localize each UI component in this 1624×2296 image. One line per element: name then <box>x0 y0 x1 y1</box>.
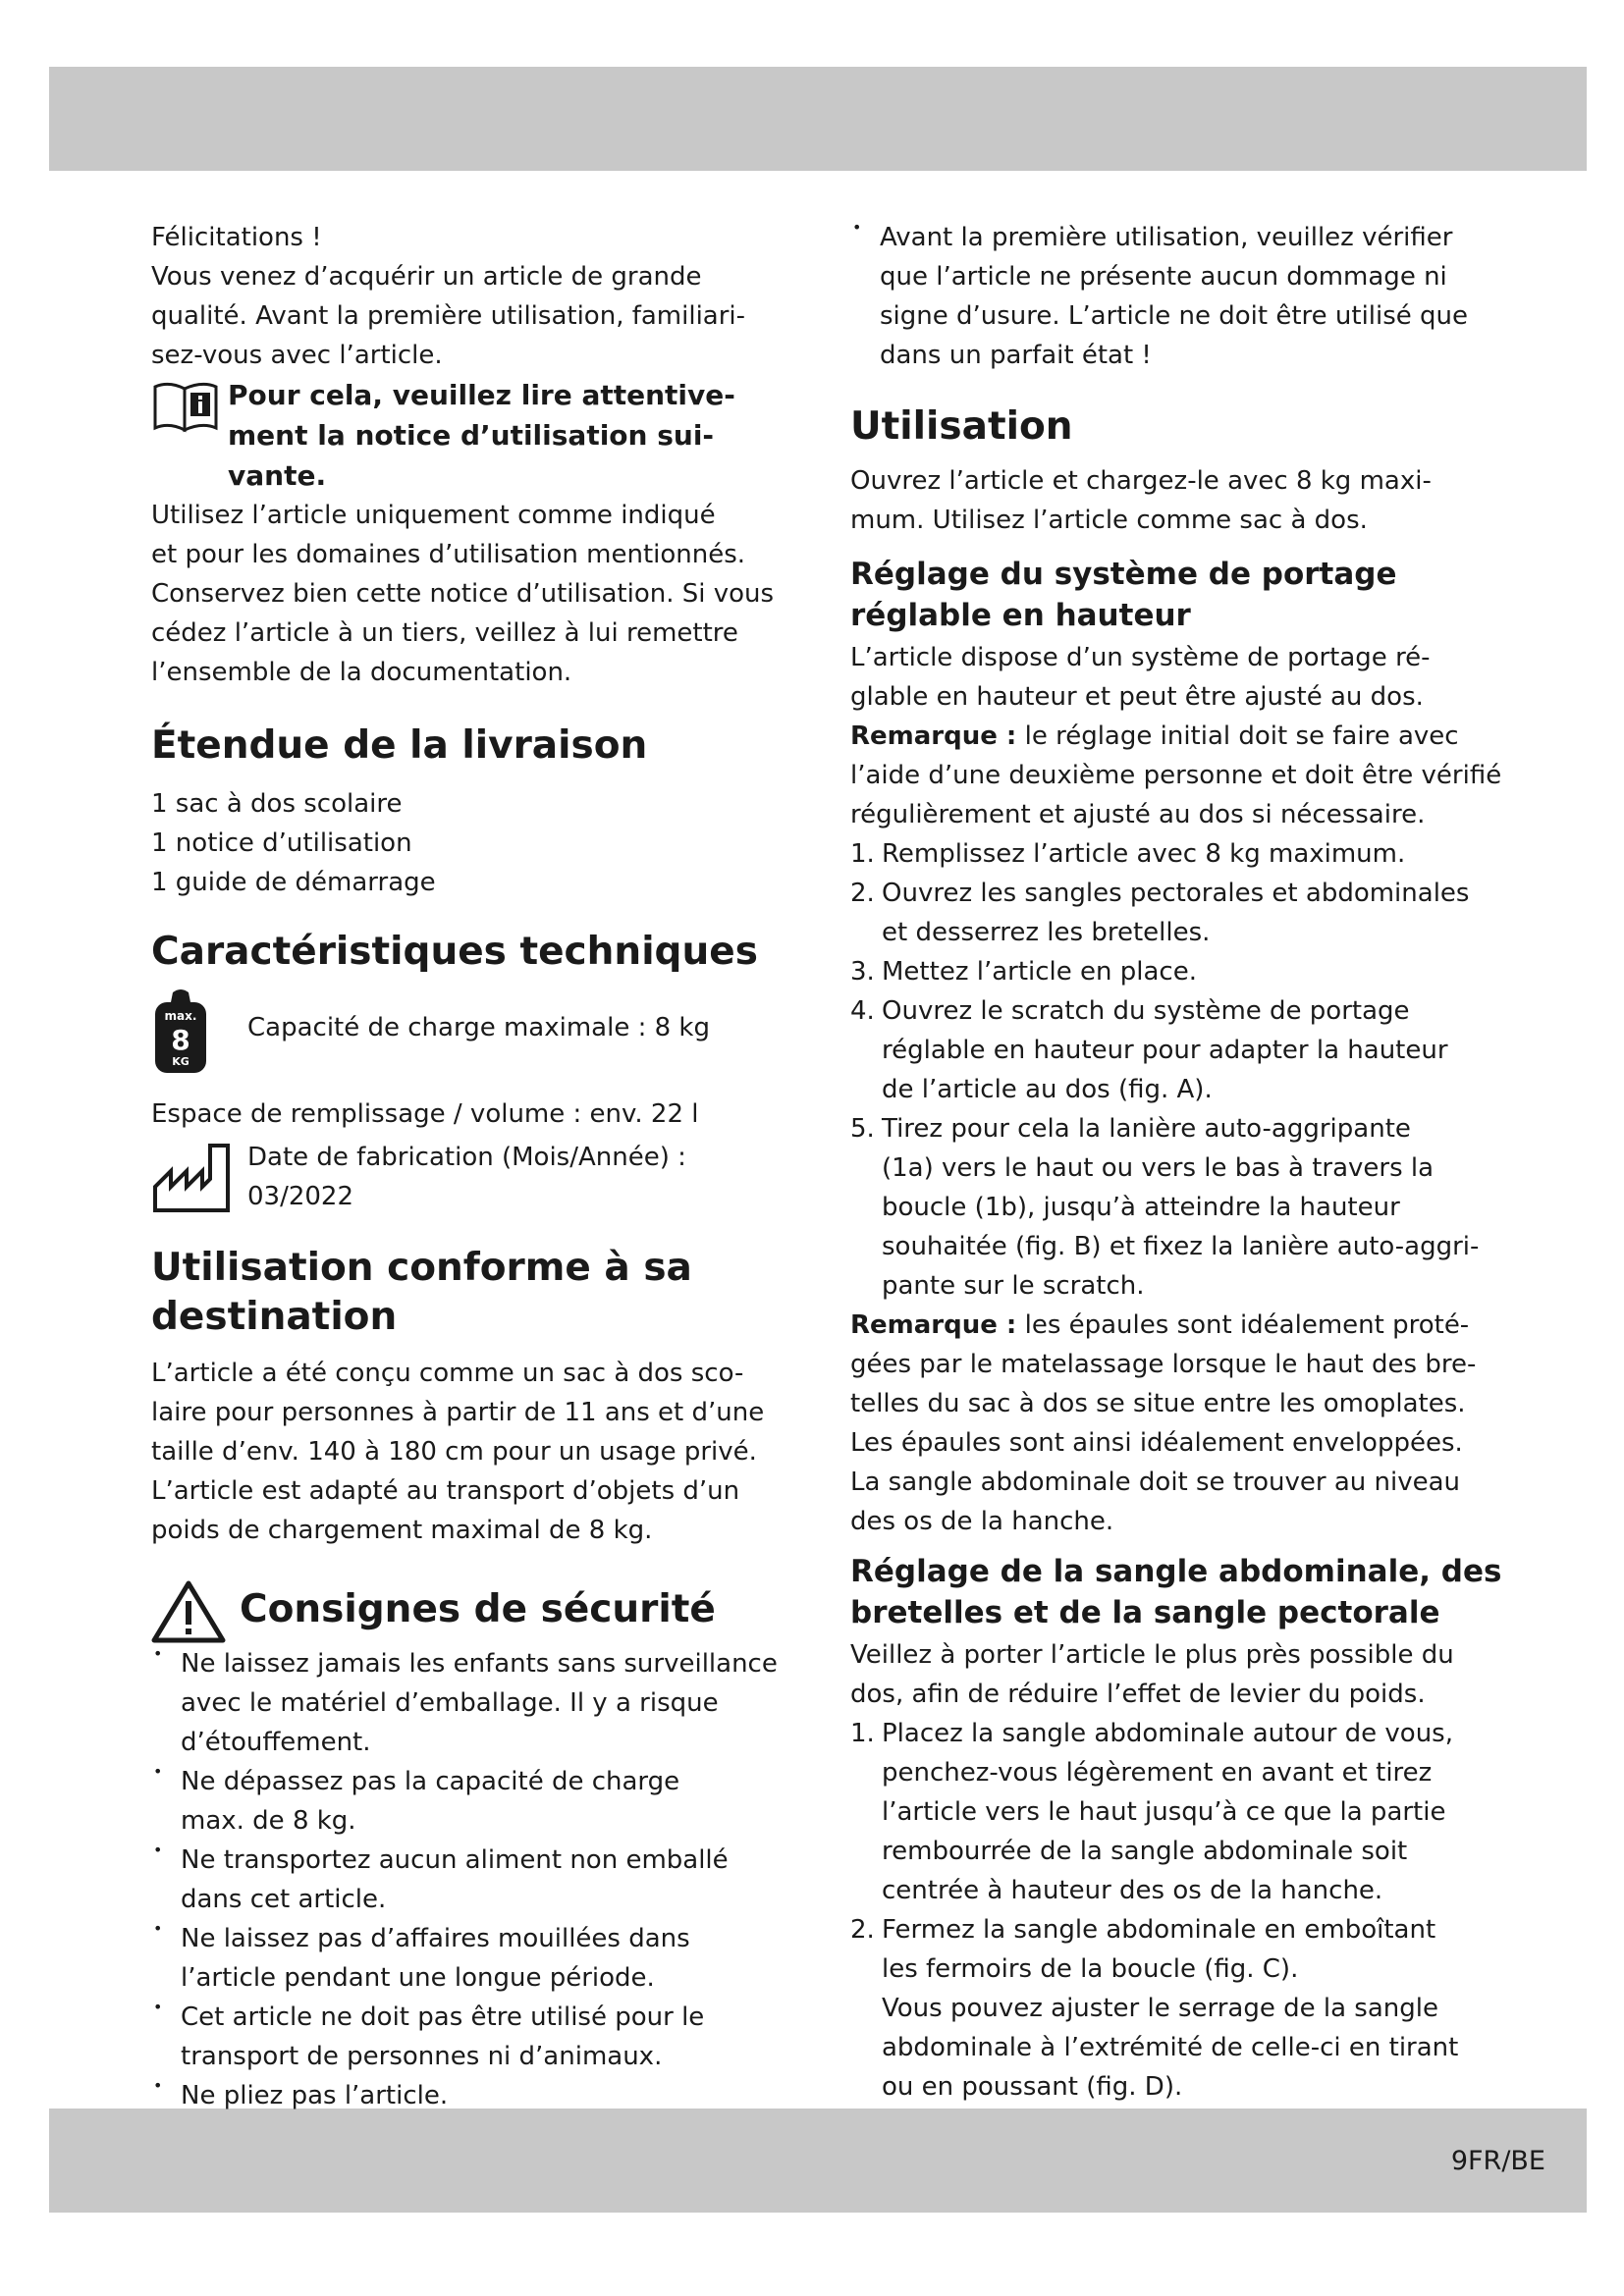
text-line: l’article vers le haut jusqu’à ce que la partie <box>882 1797 1446 1827</box>
check-bullet <box>850 218 1479 375</box>
text-line: cédez l’article à un tiers, veillez à lui remettre <box>151 618 738 648</box>
text-line: Félicitations ! <box>151 223 322 252</box>
weight-icon-max: max. <box>164 1009 197 1023</box>
step-number: 4. <box>850 996 875 1026</box>
notice-line: ment la notice d’utilisation sui- <box>228 419 715 452</box>
text-line: Fermez la sangle abdominale en emboîtant <box>882 1915 1436 1945</box>
text-line: et pour les domaines d’utilisation mentionnés. <box>151 540 746 569</box>
steps-list <box>850 834 1479 1306</box>
text-line: • Ne pliez pas l’article. <box>181 2081 449 2110</box>
text-line: (1a) vers le haut ou vers le bas à travers la <box>882 1153 1435 1183</box>
list-item: 1 sac à dos scolaire <box>151 789 403 819</box>
text-line: les fermoirs de la boucle (fig. C). <box>882 1954 1299 1984</box>
text-line: taille d’env. 140 à 180 cm pour un usage privé. <box>151 1437 757 1467</box>
footer-band <box>49 2109 1587 2213</box>
remark-label: Remarque : <box>850 721 1017 751</box>
intended-use-heading <box>151 1244 780 1342</box>
text-line: Ouvrez le scratch du système de portage <box>882 996 1410 1026</box>
remark-line <box>850 717 1479 756</box>
usage-text <box>151 496 780 692</box>
read-manual-notice <box>151 375 780 496</box>
remark-text: les épaules sont idéalement proté- <box>1016 1310 1470 1340</box>
text-line: souhaitée (fig. B) et fixez la lanière auto-aggri- <box>882 1232 1480 1261</box>
remark-line <box>850 1306 1479 1345</box>
step-number: 1. <box>850 839 875 869</box>
text-line: dos, afin de réduire l’effet de levier du poids. <box>850 1680 1426 1709</box>
text-line: centrée à hauteur des os de la hanche. <box>882 1876 1383 1905</box>
text-line: penchez-vous légèrement en avant et tirez <box>882 1758 1433 1788</box>
delivery-list <box>151 784 780 902</box>
text-line: abdominale à l’extrémité de celle-ci en tirant <box>882 2033 1459 2062</box>
text-line: l’aide d’une deuxième personne et doit être vérifié <box>850 761 1502 790</box>
text-line: que l’article ne présente aucun dommage ni <box>880 262 1447 292</box>
volume-text: Espace de remplissage / volume : env. 22 l <box>151 1099 699 1129</box>
text-line: avec le matériel d’emballage. Il y a risque <box>181 1688 719 1718</box>
text-line: dans un parfait état ! <box>880 341 1152 370</box>
text-line: Vous venez d’acquérir un article de grande <box>151 262 702 292</box>
text-line: Ouvrez l’article et chargez-le avec 8 kg maxi- <box>850 466 1432 496</box>
text-line: poids de chargement maximal de 8 kg. <box>151 1516 653 1545</box>
text-line: Conservez bien cette notice d’utilisation. Si vous <box>151 579 775 609</box>
text-line: l’ensemble de la documentation. <box>151 658 572 687</box>
step-number: 5. <box>850 1114 875 1144</box>
text-line: sez-vous avec l’article. <box>151 341 443 370</box>
text-line: telles du sac à dos se situe entre les omoplates. <box>850 1389 1466 1418</box>
reglage-heading <box>850 554 1479 636</box>
text-line: Les épaules sont ainsi idéalement enveloppées. <box>850 1428 1463 1458</box>
text-line: Veillez à porter l’article le plus près possible du <box>850 1640 1454 1670</box>
safety-item <box>151 1998 780 2076</box>
notice-line: Pour cela, veuillez lire attentive- <box>228 379 735 411</box>
remark-label: Remarque : <box>850 1310 1017 1340</box>
fabrication-row <box>151 1138 780 1216</box>
safety-item <box>151 2076 780 2115</box>
text-line: dans cet article. <box>181 1885 387 1914</box>
steps2-list <box>850 1714 1479 2107</box>
safety-item <box>151 1644 780 1762</box>
safety-heading <box>151 1585 780 1634</box>
step-number: 1. <box>850 1719 875 1748</box>
step-number: 2. <box>850 879 875 908</box>
left-column <box>151 218 780 2115</box>
text-line: • Ne dépassez pas la capacité de charge <box>181 1767 680 1796</box>
text-line: d’étouffement. <box>181 1728 371 1757</box>
text-line: mum. Utilisez l’article comme sac à dos. <box>850 506 1368 535</box>
heading-line: Réglage de la sangle abdominale, des <box>850 1554 1502 1589</box>
text-line: L’article est adapté au transport d’objets d’un <box>151 1476 740 1506</box>
text-line: Mettez l’article en place. <box>882 957 1197 987</box>
heading-line: bretelles et de la sangle pectorale <box>850 1595 1440 1630</box>
safety-title: Consignes de sécurité <box>240 1587 716 1631</box>
manual-info-icon <box>151 379 220 434</box>
page-number: 9FR/BE <box>1450 2146 1545 2176</box>
text-line: • Avant la première utilisation, veuillez vérifier <box>880 223 1453 252</box>
warning-icon <box>151 1579 226 1644</box>
heading-line: réglable en hauteur <box>850 598 1191 633</box>
step-item <box>850 991 1479 1109</box>
text-line: boucle (1b), jusqu’à atteindre la hauteur <box>882 1193 1400 1222</box>
text-line: • Ne transportez aucun aliment non emballé <box>181 1845 729 1875</box>
heading-line: Réglage du système de portage <box>850 557 1397 592</box>
text-line: L’article dispose d’un système de portage ré- <box>850 643 1431 672</box>
step-item <box>850 1109 1479 1306</box>
notice-line: vante. <box>228 459 327 492</box>
weight-icon-unit: KG <box>172 1055 189 1068</box>
step-number: 2. <box>850 1915 875 1945</box>
text-line: La sangle abdominale doit se trouver au niveau <box>850 1468 1461 1497</box>
text-line: Ouvrez les sangles pectorales et abdominales <box>882 879 1470 908</box>
text-line: régulièrement et ajusté au dos si nécessaire. <box>850 800 1426 829</box>
text-line: qualité. Avant la première utilisation, familiari- <box>151 301 746 331</box>
text-line: Remplissez l’article avec 8 kg maximum. <box>882 839 1406 869</box>
fabrication-label: Date de fabrication (Mois/Année) : <box>247 1143 686 1172</box>
text-line: • Ne laissez jamais les enfants sans surveillance <box>181 1649 778 1679</box>
text-line: L’article a été conçu comme un sac à dos sco- <box>151 1359 744 1388</box>
step-item <box>850 834 1479 874</box>
text-line: • Cet article ne doit pas être utilisé pour le <box>181 2002 705 2032</box>
text-line: et desserrez les bretelles. <box>882 918 1211 947</box>
intended-use-text <box>151 1354 780 1550</box>
utilisation-heading: Utilisation <box>850 404 1073 449</box>
text-line: glable en hauteur et peut être ajusté au dos. <box>850 682 1424 712</box>
text-line: laire pour personnes à partir de 11 ans et d’une <box>151 1398 765 1427</box>
step-item <box>850 1714 1479 1910</box>
text-line: signe d’usure. L’article ne doit être utilisé que <box>880 301 1469 331</box>
list-item: 1 notice d’utilisation <box>151 828 412 858</box>
text-line: des os de la hanche. <box>850 1507 1114 1536</box>
text-line: de l’article au dos (fig. A). <box>882 1075 1213 1104</box>
text-line: pante sur le scratch. <box>882 1271 1145 1301</box>
remark-text: le réglage initial doit se faire avec <box>1016 721 1459 751</box>
text-line: • Ne laissez pas d’affaires mouillées dans <box>181 1924 690 1953</box>
tech-heading: Caractéristiques techniques <box>151 930 758 974</box>
delivery-heading: Étendue de la livraison <box>151 723 648 768</box>
right-column <box>850 218 1502 2107</box>
text-line: transport de personnes ni d’animaux. <box>181 2042 663 2071</box>
text-line: Placez la sangle abdominale autour de vous, <box>882 1719 1453 1748</box>
factory-date-icon <box>151 1142 234 1216</box>
capacity-text: Capacité de charge maximale : 8 kg <box>247 1013 710 1042</box>
safety-list <box>151 1644 780 2115</box>
sangle-text <box>850 1635 1479 1714</box>
weight-icon <box>151 988 210 1075</box>
step-item <box>850 952 1479 991</box>
step-item <box>850 1910 1479 2107</box>
text-line: Tirez pour cela la lanière auto-aggripante <box>882 1114 1411 1144</box>
sangle-heading <box>850 1551 1502 1633</box>
heading-line: Utilisation conforme à sa <box>151 1246 692 1290</box>
step-number: 3. <box>850 957 875 987</box>
list-item: 1 guide de démarrage <box>151 868 436 897</box>
text-line: rembourrée de la sangle abdominale soit <box>882 1837 1408 1866</box>
intro-text <box>151 218 780 375</box>
utilisation-text <box>850 461 1479 540</box>
capacity-row <box>151 987 780 1077</box>
weight-icon-value: 8 <box>171 1024 190 1056</box>
heading-line: destination <box>151 1295 398 1339</box>
reglage-text <box>850 638 1502 834</box>
text-line: Vous pouvez ajuster le serrage de la sangle <box>882 1994 1438 2023</box>
text-line: réglable en hauteur pour adapter la hauteur <box>882 1036 1448 1065</box>
text-line: l’article pendant une longue période. <box>181 1963 655 1993</box>
text-line: ou en poussant (fig. D). <box>882 2072 1183 2102</box>
step-item <box>850 874 1479 952</box>
safety-item <box>151 1919 780 1998</box>
text-line: Utilisez l’article uniquement comme indiqué <box>151 501 716 530</box>
header-band <box>49 67 1587 171</box>
safety-item <box>151 1762 780 1841</box>
remark-2 <box>850 1306 1479 1541</box>
text-line: max. de 8 kg. <box>181 1806 356 1836</box>
text-line: gées par le matelassage lorsque le haut des bre- <box>850 1350 1477 1379</box>
fabrication-date: 03/2022 <box>247 1182 354 1211</box>
safety-item <box>151 1841 780 1919</box>
